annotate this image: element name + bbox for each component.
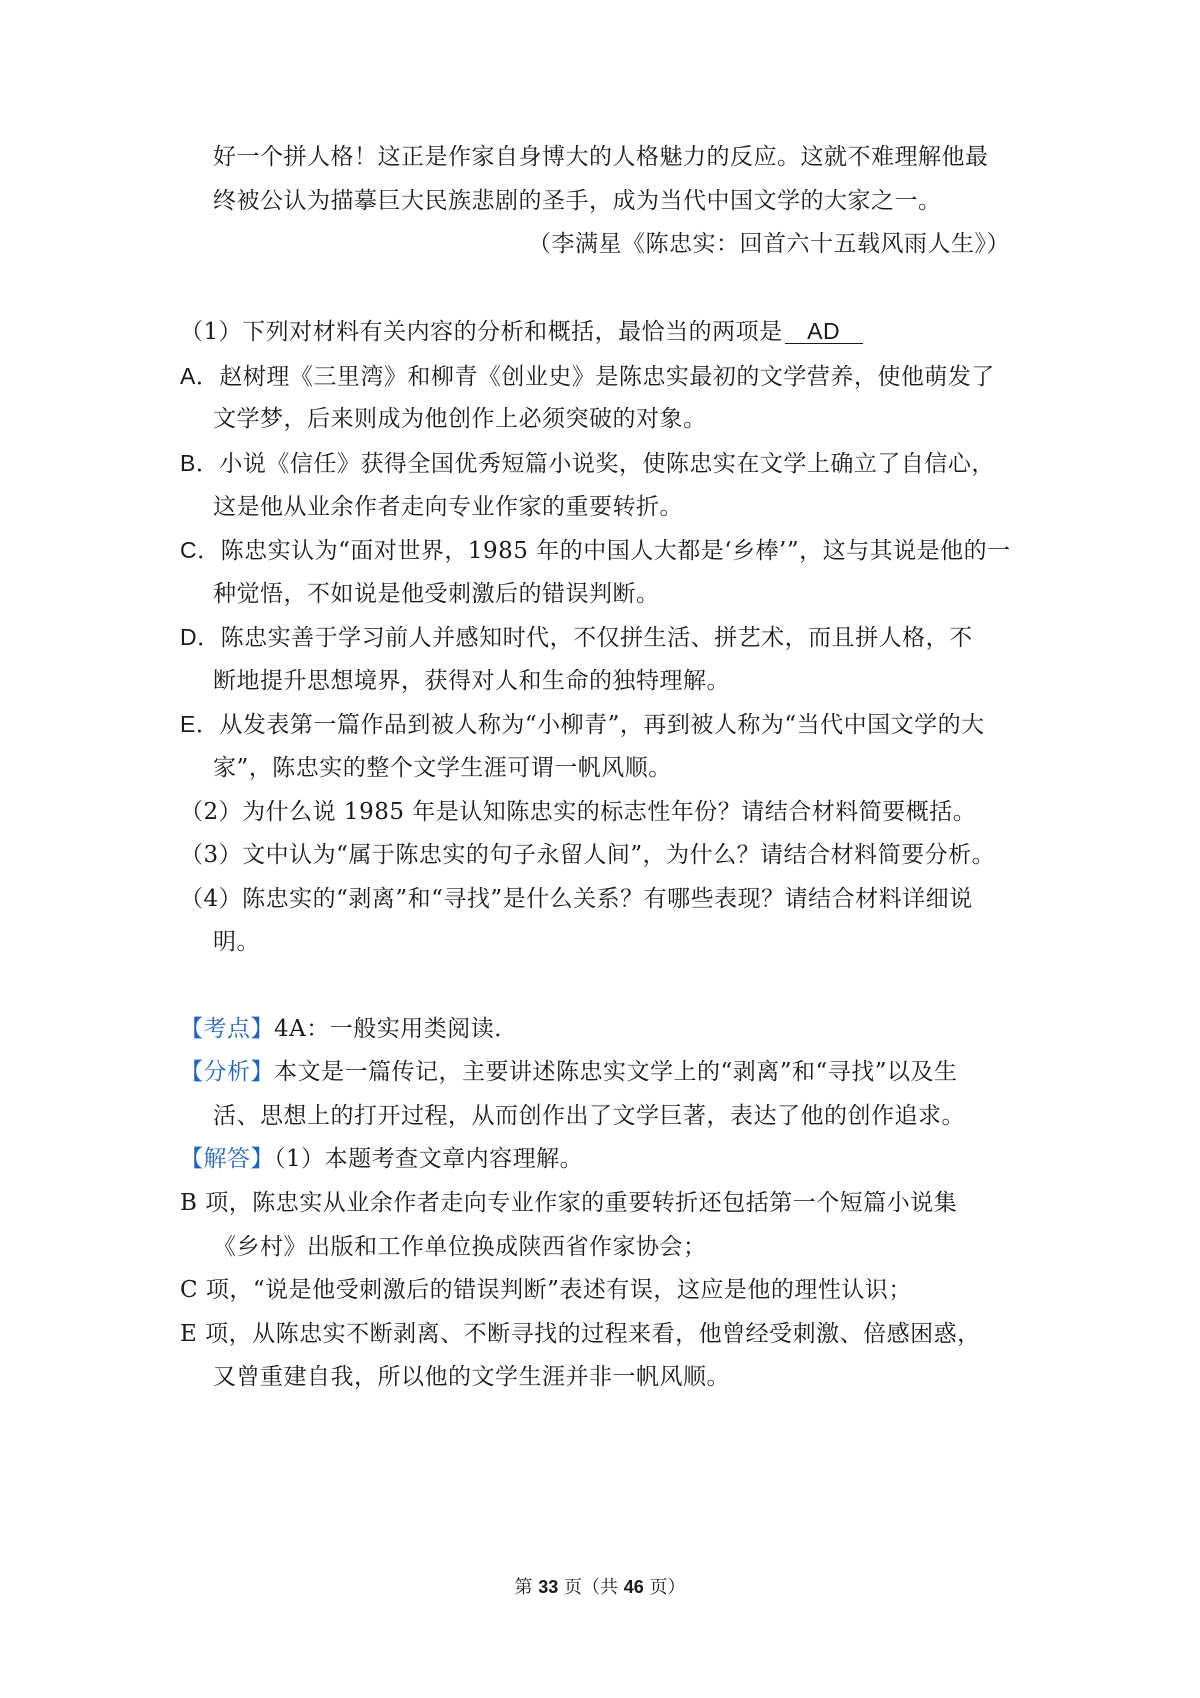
option-e-label: E． [180,711,220,737]
option-b-text: 小说《信任》获得全国优秀短篇小说奖，使陈忠实在文学上确立了自信心， [219,451,995,477]
option-d-text: 陈忠实善于学习前人并感知时代，不仅拼生活、拼艺术，而且拼人格，不 [220,625,973,651]
option-b-line-1 [180,448,995,479]
kaodian-text: 4A：一般实用类阅读． [274,1016,518,1042]
jieda-item-b-line-1: B 项，陈忠实从业余作者走向专业作家的重要转折还包括第一个短篇小说集 [180,1190,958,1216]
jieda-tag: 【解答】 [180,1146,274,1172]
option-c-label: C． [180,537,221,563]
footer-prefix: 第 [514,1577,539,1598]
option-d-line-1 [180,622,973,653]
question-4-line-1: （4）陈忠实的“剥离”和“寻找”是什么关系？有哪些表现？请结合材料详细说 [180,886,973,912]
option-b-label: B． [180,450,220,476]
jieda-item-e-line-1: E 项，从陈忠实不断剥离、不断寻找的过程来看，他曾经受刺激、倍感困惑， [180,1321,981,1347]
passage-line-2: 终被公认为描摹巨大民族悲剧的圣手，成为当代中国文学的大家之一。 [213,188,942,214]
jieda-line [180,1144,583,1174]
option-c-line-1 [180,535,1011,566]
jieda-item-b-line-2: 《乡村》出版和工作单位换成陕西省作家协会； [213,1234,707,1260]
option-c-text: 陈忠实认为“面对世界，1985 年的中国人大都是‘乡棒’”，这与其说是他的一 [220,538,1011,564]
fenxi-line-1 [180,1057,958,1087]
fenxi-line-2: 活、思想上的打开过程，从而创作出了文学巨著，表达了他的创作追求。 [213,1103,965,1129]
question-2: （2）为什么说 1985 年是认知陈忠实的标志性年份？请结合材料简要概括。 [180,799,977,825]
footer-middle: 页（共 [558,1577,624,1598]
option-d-line-2: 断地提升思想境界，获得对人和生命的独特理解。 [213,668,730,694]
kaodian-line [180,1014,518,1044]
option-a-text: 赵树理《三里湾》和柳青《创业史》是陈忠实最初的文学营养，使他萌发了 [219,364,995,390]
footer-suffix: 页） [643,1577,686,1598]
fenxi-tag: 【分析】 [180,1059,274,1085]
jieda-item-e-line-2: 又曾重建自我，所以他的文学生涯并非一帆风顺。 [213,1364,730,1390]
question-3: （3）文中认为“属于陈忠实的句子永留人间”，为什么？请结合材料简要分析。 [180,842,996,868]
option-e-text: 从发表第一篇作品到被人称为“小柳青”，再到被人称为“当代中国文学的大 [219,712,985,738]
option-e-line-2: 家”，陈忠实的整个文学生涯可谓一帆风顺。 [213,755,672,781]
passage-attribution: （李满星《陈忠实：回首六十五载风雨人生》） [528,231,1010,257]
question-1-answer: AD [785,319,863,344]
option-a-label: A． [180,363,220,389]
question-1-text: （1）下列对材料有关内容的分析和概括，最恰当的两项是 [180,319,783,345]
page-footer [0,1575,1200,1600]
fenxi-text: 本文是一篇传记，主要讲述陈忠实文学上的“剥离”和“寻找”以及生 [274,1059,958,1085]
option-c-line-2: 种觉悟，不如说是他受刺激后的错误判断。 [213,581,660,607]
option-e-line-1 [180,709,985,740]
option-a-line-1 [180,361,995,392]
option-d-label: D． [180,624,221,650]
kaodian-tag: 【考点】 [180,1016,274,1042]
option-b-line-2: 这是他从业余作者走向专业作家的重要转折。 [213,494,683,520]
question-1-prompt [180,317,863,347]
jieda-text: （1）本题考查文章内容理解。 [274,1146,584,1172]
option-a-line-2: 文学梦，后来则成为他创作上必须突破的对象。 [213,406,707,432]
question-4-line-2: 明。 [213,929,260,955]
jieda-item-c-line-1: C 项，“说是他受刺激后的错误判断”表述有误，这应是他的理性认识； [180,1277,912,1303]
footer-total-pages: 46 [623,1577,644,1597]
passage-line-1: 好一个拼人格！这正是作家自身博大的人格魅力的反应。这就不难理解他最 [213,144,989,170]
footer-current-page: 33 [538,1577,559,1597]
